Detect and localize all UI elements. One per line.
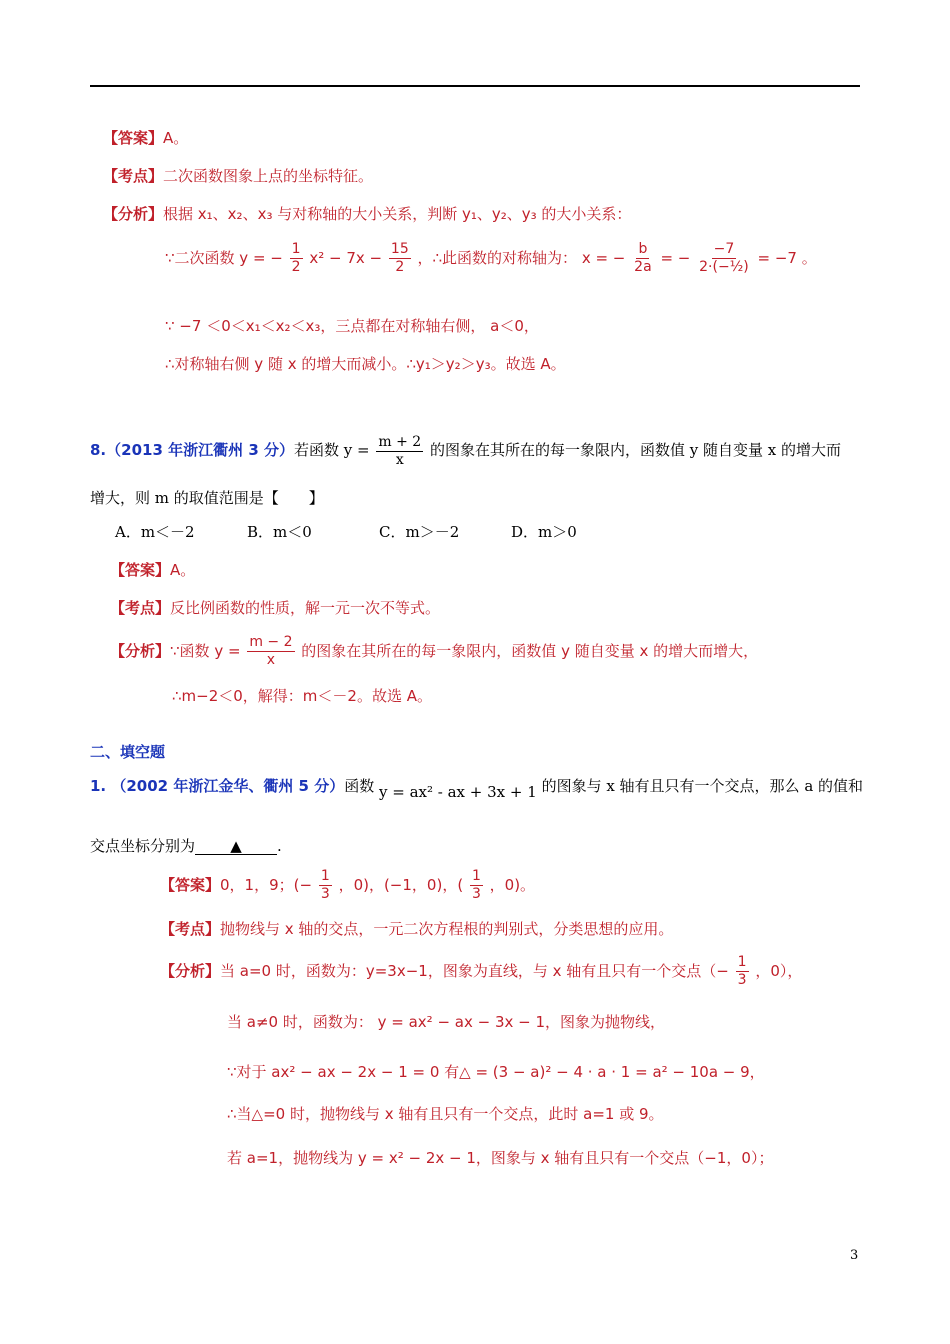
f1-analysis-3: ∵对于 ax² − ax − 2x − 1 = 0 有△ = (3 − a)² − 4 · a · 1 = a² − 10a − 9， [227, 1063, 765, 1081]
q7-analysis-1 [103, 204, 631, 224]
q7-topic-tag: 【考点】 [103, 167, 164, 185]
q7-topic [103, 166, 373, 186]
f1-stem-1: 1. （2002 年浙江金华、衢州 5 分）函数 y = ax² - ax + 3x + 1 的图象与 x 轴有且只有一个交点，那么 a 的值和 [90, 777, 864, 801]
q8-source: 8.（2013 年浙江衢州 3 分） [90, 441, 294, 459]
q8-option-a: A．m＜－2 [115, 523, 195, 541]
q8-option-b: B．m＜0 [247, 523, 312, 541]
q8-analysis-1: 【分析】∵函数 y = $\frac{m - 2}{x}$ 的图象在其所在的每一象限内，函数值 y 随自变量 x 的增大而增大， [110, 634, 759, 668]
q7-analysis-4: ∴对称轴右侧 y 随 x 的增大而减小。∴y₁＞y₂＞y₃。故选 A。 [165, 355, 566, 373]
q8-analysis-2: ∴m−2＜0，解得：m＜－2。故选 A。 [172, 687, 432, 705]
f1-answer-fraction-2: $\frac{1}{3}$ [471, 868, 481, 902]
q8-option-d: D．m＞0 [511, 523, 577, 541]
q7-analysis-1-text: 根据 x₁、x₂、x₃ 与对称轴的大小关系，判断 y₁、y₂、y₃ 的大小关系： [163, 205, 632, 223]
answer-blank: ▲ [195, 838, 277, 855]
q7-fraction-4: $\frac{-7}{\text{2·(−½)}}$ [699, 241, 749, 275]
f1-analysis-4: ∴当△=0 时，抛物线与 x 轴有且只有一个交点，此时 a=1 或 9。 [227, 1105, 664, 1123]
header-rule [90, 85, 860, 87]
f1-source: 1. （2002 年浙江金华、衢州 5 分） [90, 777, 345, 795]
f1-analysis-1: 【分析】当 a=0 时，函数为：y=3x−1，图象为直线，与 x 轴有且只有一个交点（− $\frac{1}{3}$ ，0）， [160, 954, 803, 988]
f1-formula: y = ax² - ax + 3x + 1 [379, 783, 537, 801]
q8-stem-2: 增大，则 m 的取值范围是【 】 [90, 489, 324, 507]
q7-fraction-2: $\frac{15}{2}$ [390, 241, 409, 275]
q7-fraction-3: $\frac{b}{2a}$ [634, 241, 652, 275]
page-number: 3 [850, 1248, 859, 1263]
q7-analysis-2: ∵二次函数 y = − $\frac{1}{2}$ x² − 7x − $\frac{15}{2}$ ，∴此函数的对称轴为： x = − $\frac{b}{2a}$ = − $\frac{-7}{\text{2·(−½)}}$ = −7 。 [165, 241, 817, 275]
q7-analysis-tag: 【分析】 [103, 205, 164, 223]
q8-stem-fraction: $\frac{m + 2}{x}$ [378, 433, 422, 468]
q8-analysis-fraction: $\frac{m - 2}{x}$ [249, 634, 293, 668]
q8-topic: 【考点】反比例函数的性质，解一元一次不等式。 [110, 599, 441, 617]
q7-fraction-1: $\frac{1}{2}$ [291, 241, 301, 275]
f1-analysis-5: 若 a=1，抛物线为 y = x² − 2x − 1，图象与 x 轴有且只有一个交点（−1，0）； [227, 1149, 774, 1167]
f1-analysis-2: 当 a≠0 时，函数为： y = ax² − ax − 3x − 1，图象为抛物线， [227, 1013, 666, 1031]
q8-options [115, 522, 643, 542]
q7-analysis-3: ∵ −7 ＜0＜x₁＜x₂＜x₃，三点都在对称轴右侧， a＜0， [165, 317, 539, 335]
q7-topic-text: 二次函数图象上点的坐标特征。 [163, 167, 374, 185]
f1-topic: 【考点】抛物线与 x 轴的交点，一元二次方程根的判别式，分类思想的应用。 [160, 920, 674, 938]
f1-answer-fraction-1: $\frac{1}{3}$ [320, 868, 330, 902]
q7-answer-text: A。 [163, 129, 189, 147]
f1-analysis-fraction: $\frac{1}{3}$ [737, 954, 747, 988]
q8-stem-1: 8.（2013 年浙江衢州 3 分）若函数 y = $\frac{m + 2}{x}$ 的图象在其所在的每一象限内，函数值 y 随自变量 x 的增大而 [90, 433, 841, 468]
q8-answer: 【答案】A。 [110, 561, 196, 579]
q7-answer [103, 128, 188, 148]
q7-answer-tag: 【答案】 [103, 129, 164, 147]
q8-option-c: C．m＞－2 [379, 523, 460, 541]
section-title: 二、填空题 [90, 743, 166, 761]
f1-stem-2: 交点坐标分别为 ▲ . [90, 837, 282, 855]
f1-answer: 【答案】0，1，9；(− $\frac{1}{3}$ ，0)，(−1，0)，( $\frac{1}{3}$ ，0)。 [160, 868, 536, 902]
